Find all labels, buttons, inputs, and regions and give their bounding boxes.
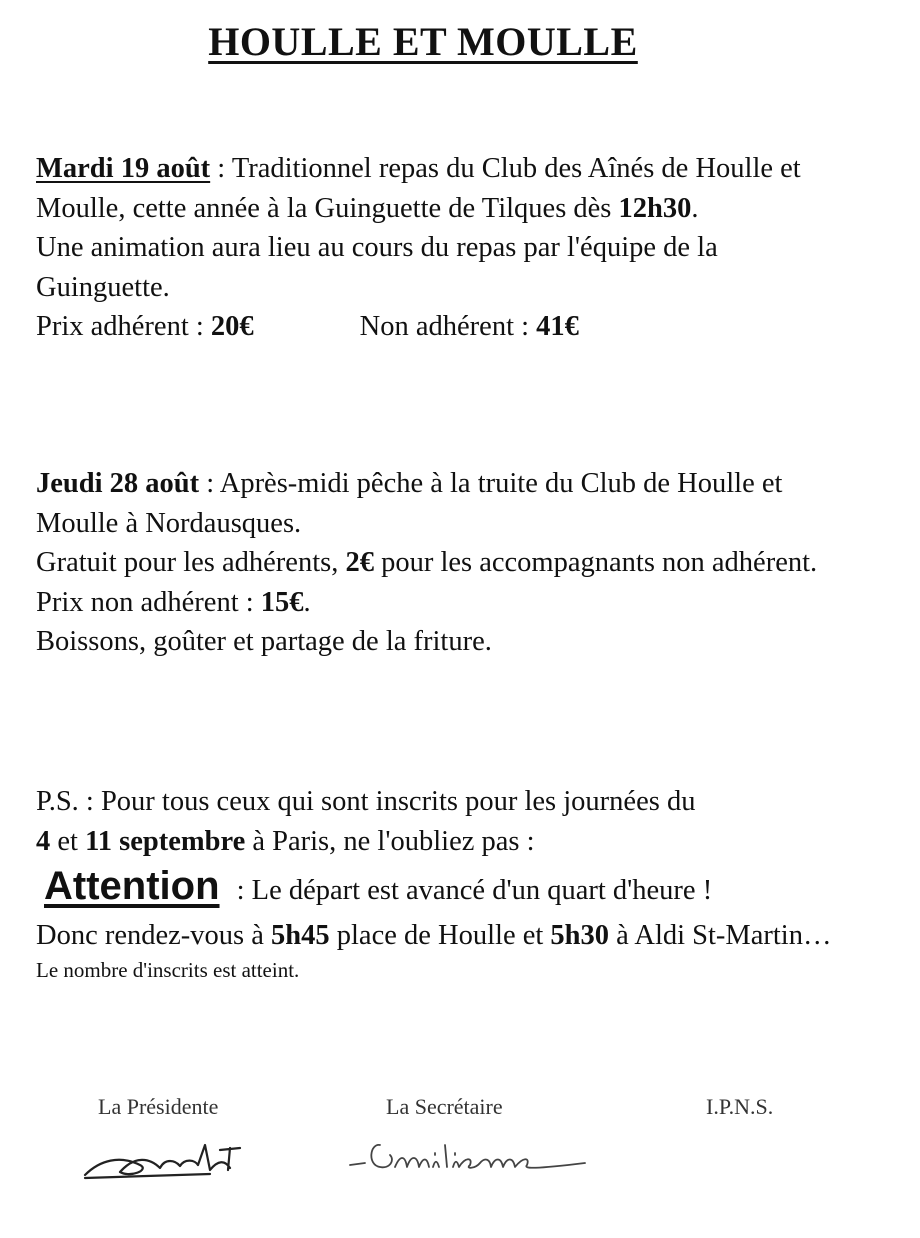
president-signature	[80, 1130, 250, 1185]
event-mardi	[36, 149, 836, 347]
ps-meeting: Donc rendez-vous à 5h45 place de Houlle et 5h30 à Aldi St-Martin…	[36, 920, 832, 951]
event-jeudi-free: Gratuit pour les adhérents, 2€ pour les accompagnants non adhérent.	[36, 547, 818, 578]
event-jeudi-description: Jeudi 28 août : Après-midi pêche à la truite du Club de Houlle et Moulle à Nordausques.	[36, 468, 783, 539]
signature-label-secretary: La Secrétaire	[386, 1094, 503, 1119]
price-companion: 2€	[345, 547, 374, 578]
event-mardi-date: Mardi 19 août	[36, 153, 211, 184]
event-jeudi-date: Jeudi 28 août	[36, 468, 200, 499]
secretary-signature	[345, 1135, 595, 1180]
event-jeudi	[36, 464, 836, 662]
event-mardi-description: Mardi 19 août : Traditionnel repas du Club des Aînés de Houlle et Moulle, cette année à la Guinguette de Tilques dès 12h30.	[36, 153, 801, 224]
price-non-member: 41€	[536, 311, 579, 342]
price-member: 20€	[210, 311, 254, 342]
ipns-label: I.P.N.S.	[706, 1094, 774, 1119]
event-mardi-prices: Prix adhérent : 20€ Non adhérent : 41€	[36, 311, 579, 342]
event-jeudi-extras: Boissons, goûter et partage de la friture.	[36, 626, 492, 657]
ps-attention: Attention : Le départ est avancé d'un quart d'heure !	[44, 864, 713, 908]
attention-heading: Attention	[44, 864, 220, 908]
price-non-member-2: 15€	[260, 586, 304, 618]
postscript	[36, 782, 836, 984]
ps-intro: P.S. : Pour tous ceux qui sont inscrits pour les journées du 4 et 11 septembre à Paris, ne l'oubliez pas :	[36, 786, 696, 857]
signature-label-president: La Présidente	[98, 1094, 219, 1119]
event-jeudi-price: Prix non adhérent : 15€.	[36, 586, 311, 618]
event-mardi-time: 12h30	[618, 192, 692, 224]
page-title: HOULLE ET MOULLE	[208, 19, 638, 64]
ps-full-notice: Le nombre d'inscrits est atteint.	[36, 957, 300, 982]
event-mardi-animation: Une animation aura lieu au cours du repas par l'équipe de la Guinguette.	[36, 232, 718, 303]
